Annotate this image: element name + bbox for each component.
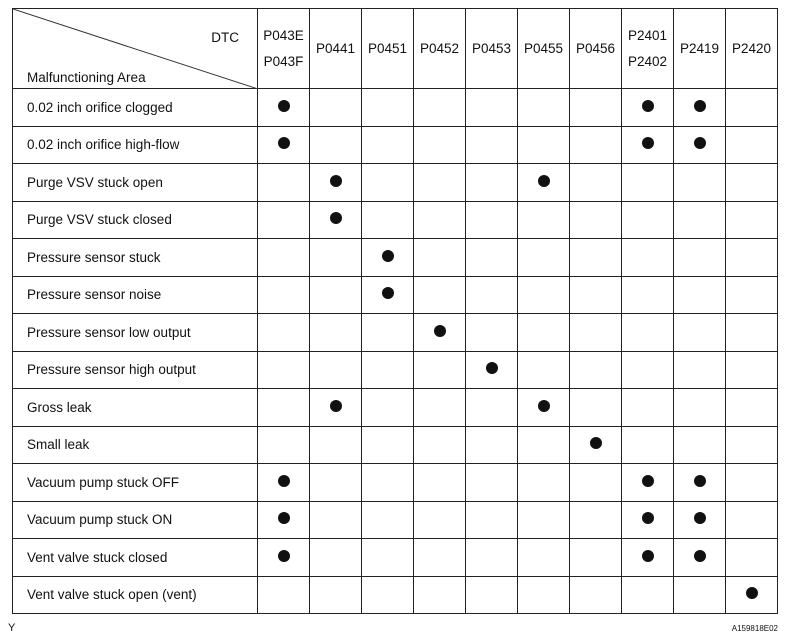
matrix-cell	[310, 539, 362, 577]
matrix-cell	[622, 389, 674, 427]
matrix-cell	[310, 389, 362, 427]
matrix-cell	[310, 276, 362, 314]
matrix-cell	[362, 276, 414, 314]
matrix-cell	[310, 464, 362, 502]
matrix-cell	[414, 314, 466, 352]
matrix-cell	[674, 126, 726, 164]
matrix-cell	[310, 126, 362, 164]
matrix-cell	[570, 351, 622, 389]
matrix-cell	[518, 501, 570, 539]
matrix-cell	[726, 276, 778, 314]
matrix-cell	[466, 426, 518, 464]
table-row	[13, 464, 778, 502]
dtc-code-header	[414, 9, 466, 89]
matrix-cell	[726, 126, 778, 164]
dtc-code-header	[726, 9, 778, 89]
matrix-cell	[258, 501, 310, 539]
matrix-cell	[362, 239, 414, 277]
matrix-cell	[414, 276, 466, 314]
applicable-dot-icon	[538, 175, 550, 187]
matrix-cell	[570, 126, 622, 164]
matrix-cell	[674, 539, 726, 577]
matrix-cell	[622, 314, 674, 352]
malfunctioning-area-label: Malfunctioning Area	[27, 70, 146, 85]
matrix-cell	[310, 239, 362, 277]
matrix-cell	[414, 239, 466, 277]
matrix-cell	[414, 501, 466, 539]
matrix-cell	[570, 201, 622, 239]
malfunction-area-cell: Vacuum pump stuck ON	[13, 501, 258, 539]
figure-code: A159818E02	[731, 624, 778, 633]
matrix-cell	[362, 201, 414, 239]
matrix-cell	[518, 539, 570, 577]
matrix-cell	[310, 576, 362, 614]
matrix-cell	[518, 426, 570, 464]
malfunction-area-cell: Purge VSV stuck open	[13, 164, 258, 202]
dtc-code: P0441	[315, 40, 356, 56]
dtc-code: P2401	[627, 27, 668, 43]
applicable-dot-icon	[278, 475, 290, 487]
applicable-dot-icon	[434, 325, 446, 337]
matrix-cell	[466, 539, 518, 577]
matrix-cell	[518, 89, 570, 127]
applicable-dot-icon	[694, 137, 706, 149]
matrix-cell	[362, 89, 414, 127]
matrix-cell	[466, 89, 518, 127]
matrix-cell	[310, 164, 362, 202]
matrix-cell	[622, 276, 674, 314]
applicable-dot-icon	[382, 250, 394, 262]
matrix-cell	[726, 89, 778, 127]
malfunction-area-cell: Pressure sensor stuck	[13, 239, 258, 277]
dtc-code: P2402	[627, 53, 668, 69]
table-row	[13, 201, 778, 239]
matrix-cell	[310, 201, 362, 239]
matrix-cell	[726, 351, 778, 389]
applicable-dot-icon	[330, 400, 342, 412]
matrix-cell	[258, 576, 310, 614]
dtc-code: P2419	[679, 40, 720, 56]
matrix-cell	[414, 164, 466, 202]
matrix-cell	[674, 239, 726, 277]
dtc-code: P0456	[575, 40, 616, 56]
matrix-cell	[674, 426, 726, 464]
matrix-cell	[726, 201, 778, 239]
matrix-cell	[518, 389, 570, 427]
matrix-cell	[622, 539, 674, 577]
matrix-cell	[570, 89, 622, 127]
matrix-cell	[518, 239, 570, 277]
matrix-cell	[518, 201, 570, 239]
table-row	[13, 389, 778, 427]
dtc-code: P0455	[523, 40, 564, 56]
dtc-code: P043F	[263, 53, 304, 69]
matrix-cell	[622, 201, 674, 239]
matrix-cell	[466, 126, 518, 164]
matrix-cell	[622, 126, 674, 164]
matrix-cell	[518, 464, 570, 502]
matrix-cell	[310, 351, 362, 389]
matrix-cell	[570, 314, 622, 352]
matrix-cell	[362, 164, 414, 202]
table-row	[13, 576, 778, 614]
malfunction-area-cell: Vent valve stuck closed	[13, 539, 258, 577]
malfunction-area-cell: Pressure sensor high output	[13, 351, 258, 389]
header-row	[13, 9, 778, 89]
applicable-dot-icon	[694, 100, 706, 112]
matrix-cell	[258, 276, 310, 314]
matrix-cell	[258, 239, 310, 277]
dtc-code: P2420	[731, 40, 772, 56]
matrix-cell	[258, 539, 310, 577]
applicable-dot-icon	[278, 550, 290, 562]
matrix-cell	[726, 501, 778, 539]
matrix-cell	[258, 426, 310, 464]
malfunction-area-cell: Vacuum pump stuck OFF	[13, 464, 258, 502]
dtc-code-header	[362, 9, 414, 89]
applicable-dot-icon	[538, 400, 550, 412]
matrix-cell	[726, 539, 778, 577]
dtc-code: P0451	[367, 40, 408, 56]
dtc-code-header	[258, 9, 310, 89]
applicable-dot-icon	[330, 175, 342, 187]
applicable-dot-icon	[642, 137, 654, 149]
matrix-cell	[570, 389, 622, 427]
table-row	[13, 126, 778, 164]
dtc-code-header	[466, 9, 518, 89]
matrix-cell	[518, 576, 570, 614]
applicable-dot-icon	[694, 512, 706, 524]
matrix-cell	[258, 314, 310, 352]
matrix-cell	[570, 539, 622, 577]
dtc-code-header	[622, 9, 674, 89]
matrix-cell	[570, 501, 622, 539]
corner-cell	[13, 9, 258, 89]
applicable-dot-icon	[642, 100, 654, 112]
matrix-cell	[414, 539, 466, 577]
dtc-code-header	[518, 9, 570, 89]
matrix-cell	[570, 464, 622, 502]
malfunction-area-cell: Purge VSV stuck closed	[13, 201, 258, 239]
matrix-cell	[518, 276, 570, 314]
matrix-cell	[362, 126, 414, 164]
applicable-dot-icon	[746, 587, 758, 599]
matrix-cell	[258, 89, 310, 127]
applicable-dot-icon	[642, 550, 654, 562]
matrix-cell	[518, 164, 570, 202]
matrix-cell	[674, 89, 726, 127]
matrix-cell	[674, 164, 726, 202]
matrix-cell	[258, 464, 310, 502]
matrix-cell	[570, 164, 622, 202]
matrix-cell	[258, 201, 310, 239]
matrix-cell	[414, 464, 466, 502]
dtc-code-header	[674, 9, 726, 89]
matrix-cell	[414, 426, 466, 464]
matrix-cell	[674, 501, 726, 539]
matrix-cell	[674, 314, 726, 352]
matrix-cell	[570, 576, 622, 614]
matrix-cell	[414, 201, 466, 239]
matrix-cell	[674, 464, 726, 502]
table-row	[13, 314, 778, 352]
matrix-cell	[466, 576, 518, 614]
dtc-code-header	[570, 9, 622, 89]
matrix-cell	[622, 426, 674, 464]
matrix-cell	[518, 314, 570, 352]
applicable-dot-icon	[642, 512, 654, 524]
matrix-cell	[362, 539, 414, 577]
dtc-code: P0453	[471, 40, 512, 56]
matrix-cell	[258, 351, 310, 389]
matrix-cell	[414, 89, 466, 127]
matrix-cell	[622, 164, 674, 202]
matrix-cell	[726, 389, 778, 427]
applicable-dot-icon	[642, 475, 654, 487]
matrix-cell	[622, 239, 674, 277]
dtc-matrix-table	[12, 8, 778, 614]
applicable-dot-icon	[382, 287, 394, 299]
dtc-code-header	[310, 9, 362, 89]
table-row	[13, 164, 778, 202]
table-row	[13, 239, 778, 277]
matrix-cell	[362, 464, 414, 502]
matrix-cell	[570, 426, 622, 464]
dtc-label: DTC	[211, 30, 239, 45]
matrix-cell	[466, 276, 518, 314]
matrix-cell	[674, 576, 726, 614]
table-row	[13, 276, 778, 314]
applicable-dot-icon	[486, 362, 498, 374]
matrix-cell	[622, 576, 674, 614]
matrix-cell	[518, 126, 570, 164]
matrix-cell	[466, 314, 518, 352]
matrix-cell	[414, 576, 466, 614]
matrix-cell	[362, 351, 414, 389]
table-row	[13, 426, 778, 464]
malfunction-area-cell: 0.02 inch orifice clogged	[13, 89, 258, 127]
matrix-cell	[362, 576, 414, 614]
matrix-cell	[310, 426, 362, 464]
matrix-cell	[622, 501, 674, 539]
matrix-cell	[622, 351, 674, 389]
table-row	[13, 89, 778, 127]
dtc-code: P0452	[419, 40, 460, 56]
matrix-cell	[518, 351, 570, 389]
matrix-cell	[726, 314, 778, 352]
matrix-cell	[466, 239, 518, 277]
table-row	[13, 501, 778, 539]
matrix-cell	[362, 314, 414, 352]
matrix-cell	[570, 276, 622, 314]
matrix-cell	[726, 239, 778, 277]
matrix-cell	[258, 389, 310, 427]
footer-left-label: Y	[8, 622, 16, 634]
matrix-cell	[622, 89, 674, 127]
matrix-cell	[674, 389, 726, 427]
matrix-cell	[414, 389, 466, 427]
malfunction-area-cell: 0.02 inch orifice high-flow	[13, 126, 258, 164]
matrix-cell	[310, 314, 362, 352]
matrix-cell	[258, 164, 310, 202]
malfunction-area-cell: Gross leak	[13, 389, 258, 427]
matrix-cell	[726, 164, 778, 202]
applicable-dot-icon	[278, 100, 290, 112]
matrix-cell	[466, 464, 518, 502]
matrix-cell	[726, 576, 778, 614]
matrix-cell	[414, 351, 466, 389]
table-row	[13, 539, 778, 577]
matrix-cell	[726, 464, 778, 502]
matrix-cell	[466, 389, 518, 427]
applicable-dot-icon	[278, 137, 290, 149]
table-row	[13, 351, 778, 389]
matrix-cell	[466, 164, 518, 202]
dtc-code: P043E	[263, 27, 304, 43]
matrix-cell	[258, 126, 310, 164]
matrix-cell	[674, 351, 726, 389]
applicable-dot-icon	[278, 512, 290, 524]
malfunction-area-cell: Vent valve stuck open (vent)	[13, 576, 258, 614]
applicable-dot-icon	[330, 212, 342, 224]
applicable-dot-icon	[590, 437, 602, 449]
matrix-cell	[674, 201, 726, 239]
matrix-cell	[310, 501, 362, 539]
matrix-cell	[362, 426, 414, 464]
matrix-cell	[570, 239, 622, 277]
matrix-cell	[466, 501, 518, 539]
matrix-cell	[726, 426, 778, 464]
matrix-cell	[310, 89, 362, 127]
matrix-cell	[466, 351, 518, 389]
matrix-cell	[362, 501, 414, 539]
matrix-cell	[362, 389, 414, 427]
applicable-dot-icon	[694, 550, 706, 562]
matrix-cell	[414, 126, 466, 164]
matrix-cell	[466, 201, 518, 239]
malfunction-area-cell: Pressure sensor noise	[13, 276, 258, 314]
matrix-cell	[622, 464, 674, 502]
matrix-cell	[674, 276, 726, 314]
applicable-dot-icon	[694, 475, 706, 487]
malfunction-area-cell: Pressure sensor low output	[13, 314, 258, 352]
malfunction-area-cell: Small leak	[13, 426, 258, 464]
